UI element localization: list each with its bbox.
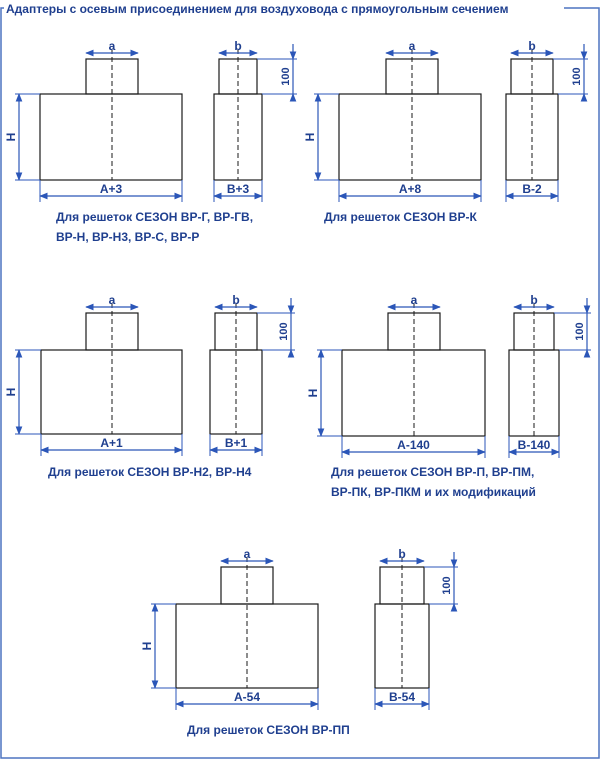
side-width-label: B-140 bbox=[517, 438, 551, 452]
neck-width-a-label: a bbox=[108, 39, 116, 53]
neck-width-b-label: b bbox=[528, 39, 536, 53]
side-view bbox=[375, 547, 458, 710]
side-view bbox=[210, 293, 295, 456]
neck-height-100-label: 100 bbox=[571, 67, 583, 86]
neck-width-b-label: b bbox=[530, 293, 538, 307]
side-view bbox=[214, 39, 297, 202]
neck-width-a-label: a bbox=[410, 293, 418, 307]
neck-height-100-label: 100 bbox=[278, 322, 290, 341]
front-view bbox=[303, 39, 481, 202]
height-label-h: H bbox=[303, 132, 317, 142]
side-width-label: B-2 bbox=[522, 182, 542, 196]
neck-width-a-label: a bbox=[243, 547, 251, 561]
adapter-group-3 bbox=[4, 293, 295, 479]
front-width-label: A+1 bbox=[100, 436, 123, 450]
caption-line-1: Для решеток СЕЗОН ВР-П, ВР-ПМ, bbox=[331, 465, 535, 479]
groups-layer bbox=[4, 39, 591, 737]
height-label-h: H bbox=[140, 641, 154, 651]
neck-width-b-label: b bbox=[234, 39, 242, 53]
front-view bbox=[4, 293, 182, 456]
caption-line-1: Для решеток СЕЗОН ВР-ПП bbox=[187, 723, 350, 737]
front-width-label: A+8 bbox=[398, 182, 422, 196]
side-width-label: B+3 bbox=[226, 182, 250, 196]
neck-width-a-label: a bbox=[108, 293, 116, 307]
sheet-title: Адаптеры с осевым присоединением для воздуховода с прямоугольным сечением bbox=[6, 2, 509, 16]
front-width-label: A-140 bbox=[397, 438, 430, 452]
caption-line-2: ВР-Н, ВР-Н3, ВР-С, ВР-Р bbox=[56, 230, 200, 244]
adapter-group-4 bbox=[306, 293, 591, 499]
front-view bbox=[306, 293, 485, 458]
side-width-label: B-54 bbox=[388, 690, 416, 704]
height-label-h: H bbox=[4, 387, 18, 397]
side-width-label: B+1 bbox=[224, 436, 248, 450]
caption-line-2: ВР-ПК, ВР-ПКМ и их модификаций bbox=[331, 485, 536, 499]
caption-line-1: Для решеток СЕЗОН ВР-Н2, ВР-Н4 bbox=[48, 465, 252, 479]
side-view bbox=[509, 293, 591, 458]
neck-height-100-label: 100 bbox=[280, 67, 292, 86]
height-label-h: H bbox=[4, 132, 18, 142]
front-view bbox=[140, 547, 318, 710]
front-view bbox=[4, 39, 182, 202]
height-label-h: H bbox=[306, 388, 320, 398]
caption-line-1: Для решеток СЕЗОН ВР-К bbox=[324, 210, 477, 224]
caption-line-1: Для решеток СЕЗОН ВР-Г, ВР-ГВ, bbox=[56, 210, 254, 224]
front-body bbox=[339, 94, 481, 180]
front-width-label: A+3 bbox=[99, 182, 123, 196]
front-width-label: A-54 bbox=[233, 690, 261, 704]
adapter-group-5 bbox=[140, 547, 458, 737]
neck-height-100-label: 100 bbox=[574, 322, 586, 341]
neck-width-b-label: b bbox=[232, 293, 240, 307]
neck-width-b-label: b bbox=[398, 547, 406, 561]
adapter-group-1 bbox=[4, 39, 297, 244]
side-view bbox=[506, 39, 588, 202]
front-body bbox=[40, 94, 182, 180]
neck-height-100-label: 100 bbox=[441, 576, 453, 595]
neck-width-a-label: a bbox=[408, 39, 416, 53]
adapter-group-2 bbox=[303, 39, 588, 224]
